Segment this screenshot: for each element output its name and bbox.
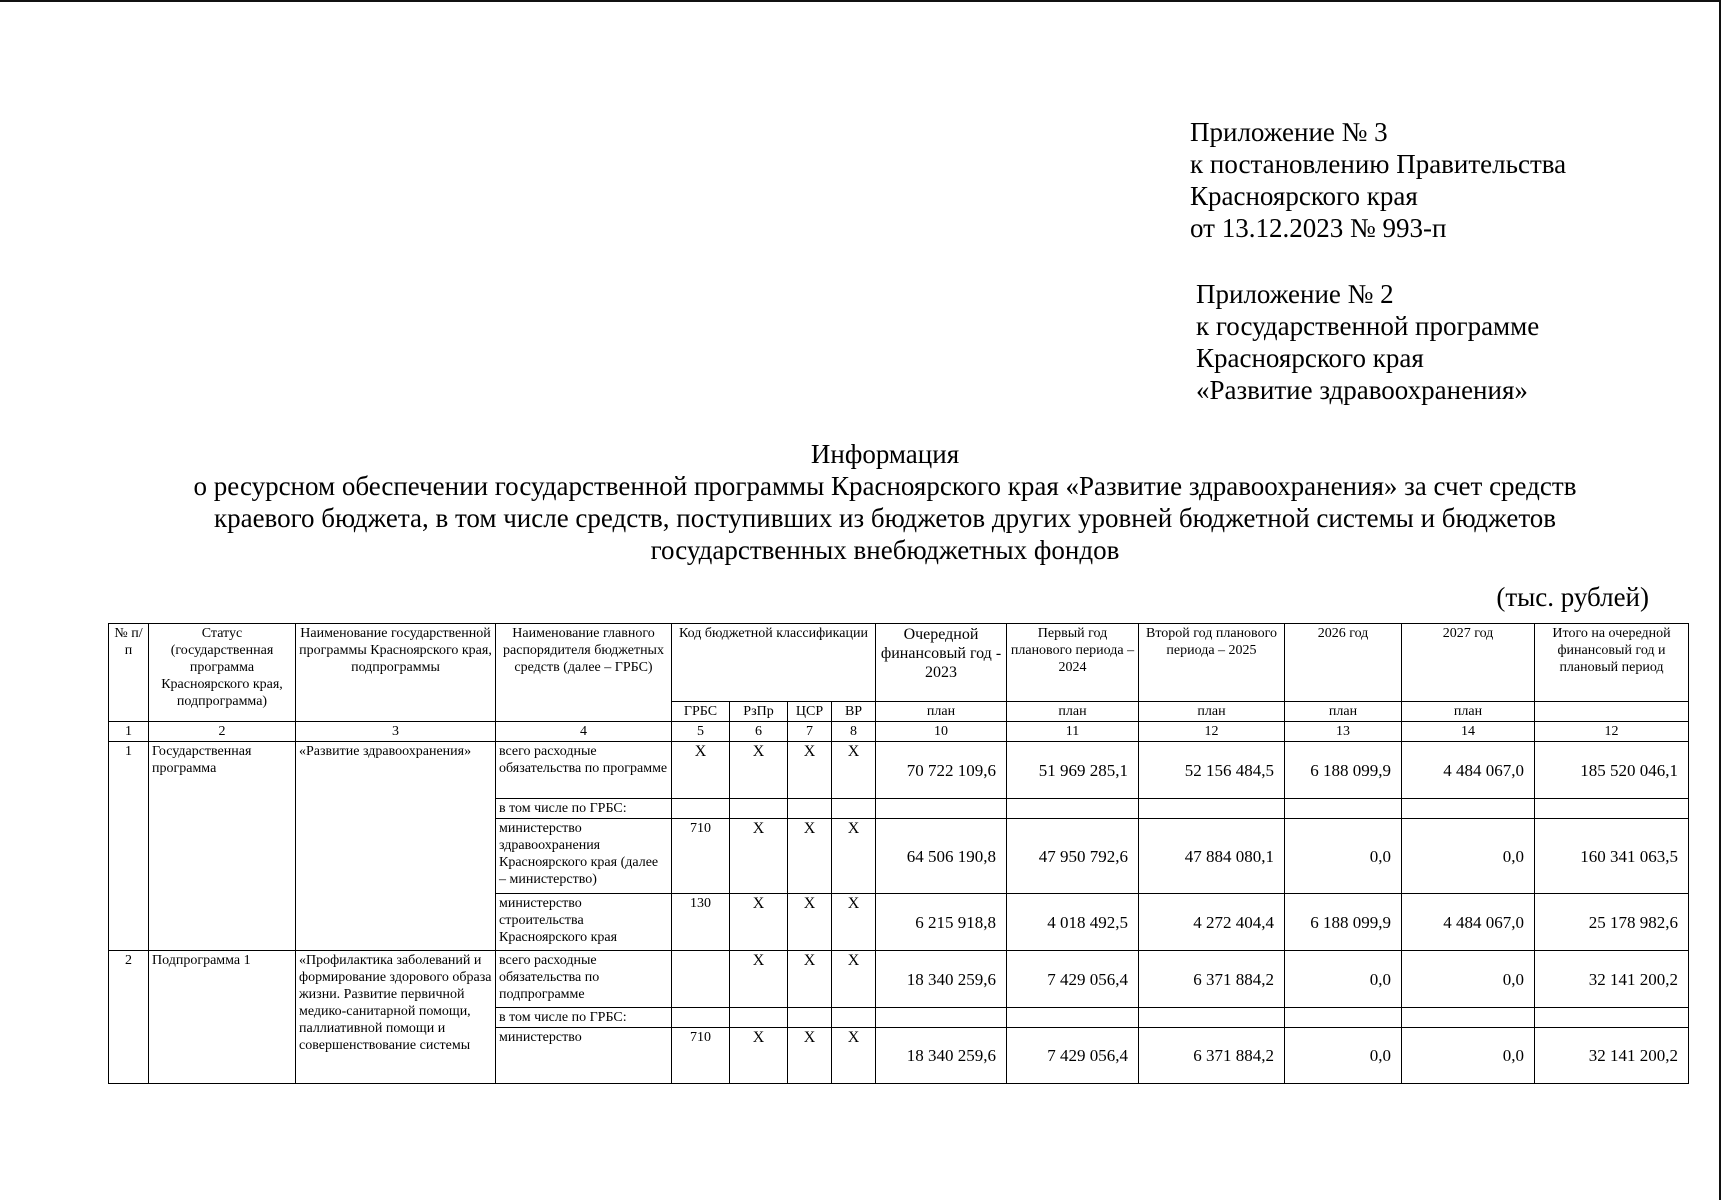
- row-grbs-code: 710: [672, 1028, 730, 1084]
- row-status: Государственная программа: [149, 742, 296, 951]
- row-value-2026: 0,0: [1285, 1028, 1402, 1084]
- empty-cell: [788, 799, 832, 819]
- empty-cell: [672, 1008, 730, 1028]
- row-vr: X: [832, 742, 876, 799]
- row-value-2024: 7 429 056,4: [1007, 951, 1139, 1008]
- header-year-2023: Очередной финансовый год - 2023: [876, 624, 1007, 702]
- row-vr: X: [832, 951, 876, 1008]
- row-grbs-code: X: [672, 742, 730, 799]
- empty-cell: [1007, 1008, 1139, 1028]
- row-value-2023: 18 340 259,6: [876, 1028, 1007, 1084]
- row-csr: X: [788, 742, 832, 799]
- row-value-2027: 0,0: [1402, 1028, 1535, 1084]
- column-number: 11: [1007, 722, 1139, 742]
- row-rzpr: X: [730, 951, 788, 1008]
- header-grbs-name: Наименование главного распорядителя бюджетных средств (далее – ГРБС): [496, 624, 672, 722]
- column-number: 6: [730, 722, 788, 742]
- column-number: 12: [1139, 722, 1285, 742]
- header-year-2025: Второй год планового периода – 2025: [1139, 624, 1285, 702]
- column-number: 10: [876, 722, 1007, 742]
- row-value-total: 32 141 200,2: [1535, 951, 1689, 1008]
- row-value-2027: 4 484 067,0: [1402, 742, 1535, 799]
- appendix-3-line: Красноярского края: [1190, 181, 1418, 211]
- empty-cell: [730, 799, 788, 819]
- empty-cell: [832, 799, 876, 819]
- row-value-2025: 4 272 404,4: [1139, 894, 1285, 951]
- scan-border-top: [0, 0, 1721, 2]
- row-csr: X: [788, 894, 832, 951]
- empty-cell: [1402, 799, 1535, 819]
- row-value-2023: 18 340 259,6: [876, 951, 1007, 1008]
- header-year-2026: 2026 год: [1285, 624, 1402, 702]
- row-value-2026: 0,0: [1285, 819, 1402, 894]
- row-grbs-name: в том числе по ГРБС:: [496, 799, 672, 819]
- row-value-2024: 7 429 056,4: [1007, 1028, 1139, 1084]
- column-number: 3: [296, 722, 496, 742]
- row-value-2027: 0,0: [1402, 951, 1535, 1008]
- column-number: 7: [788, 722, 832, 742]
- units-label: (тыс. рублей): [1496, 582, 1649, 612]
- header-vr: ВР: [832, 702, 876, 722]
- header-rzpr: РзПр: [730, 702, 788, 722]
- header-plan: план: [1139, 702, 1285, 722]
- appendix-3-line: к постановлению Правительства: [1190, 149, 1567, 179]
- row-rzpr: X: [730, 1028, 788, 1084]
- row-value-2025: 6 371 884,2: [1139, 951, 1285, 1008]
- row-value-total: 32 141 200,2: [1535, 1028, 1689, 1084]
- row-value-2027: 0,0: [1402, 819, 1535, 894]
- column-number: 1: [109, 722, 149, 742]
- empty-cell: [1285, 799, 1402, 819]
- row-csr: X: [788, 1028, 832, 1084]
- row-value-2023: 70 722 109,6: [876, 742, 1007, 799]
- row-rzpr: X: [730, 742, 788, 799]
- row-status: Подпрограмма 1: [149, 951, 296, 1084]
- row-grbs-code: [672, 951, 730, 1008]
- header-csr: ЦСР: [788, 702, 832, 722]
- appendix-3-caption: [1190, 116, 1566, 244]
- empty-cell: [1285, 1008, 1402, 1028]
- header-kbk: Код бюджетной классификации: [672, 624, 876, 702]
- row-program-name: «Развитие здравоохранения»: [296, 742, 496, 951]
- appendix-2-caption: [1196, 278, 1539, 406]
- empty-cell: [788, 1008, 832, 1028]
- empty-cell: [730, 1008, 788, 1028]
- resource-table: [108, 623, 1689, 1084]
- empty-cell: [832, 1008, 876, 1028]
- header-num: № п/п: [109, 624, 149, 722]
- row-grbs-name: в том числе по ГРБС:: [496, 1008, 672, 1028]
- empty-cell: [1535, 1008, 1689, 1028]
- row-grbs-name: всего расходные обязательства по программе: [496, 742, 672, 799]
- appendix-2-line: Приложение № 2: [1196, 279, 1394, 309]
- appendix-2-line: Красноярского края: [1196, 343, 1424, 373]
- heading-line: краевого бюджета, в том числе средств, поступивших из бюджетов других уровней бюджетной системы и бюджетов: [213, 503, 1557, 533]
- row-value-2027: 4 484 067,0: [1402, 894, 1535, 951]
- row-program-name: «Профилактика заболеваний и формирование здорового образа жизни. Развитие первичной медико-санитарной помощи, паллиативной помощи и совершенствование системы: [296, 951, 496, 1084]
- heading-line: государственных внебюджетных фондов: [650, 535, 1120, 565]
- header-status: Статус (государственная программа Красноярского края, подпрограмма): [149, 624, 296, 722]
- column-number: 8: [832, 722, 876, 742]
- row-value-total: 185 520 046,1: [1535, 742, 1689, 799]
- column-number: 5: [672, 722, 730, 742]
- row-csr: X: [788, 951, 832, 1008]
- table-row: [109, 951, 1689, 1008]
- header-plan: план: [1402, 702, 1535, 722]
- row-num: 1: [109, 742, 149, 951]
- document-title: Информация: [810, 439, 960, 469]
- row-grbs-name: министерство строительства Красноярского края: [496, 894, 672, 951]
- row-grbs-name: министерство: [496, 1028, 672, 1084]
- row-rzpr: X: [730, 894, 788, 951]
- appendix-3-line: от 13.12.2023 № 993-п: [1190, 213, 1447, 243]
- row-csr: X: [788, 819, 832, 894]
- header-plan: план: [1285, 702, 1402, 722]
- empty-cell: [1139, 1008, 1285, 1028]
- document-heading: [110, 438, 1660, 566]
- row-value-2023: 64 506 190,8: [876, 819, 1007, 894]
- row-value-total: 160 341 063,5: [1535, 819, 1689, 894]
- header-plan: план: [1007, 702, 1139, 722]
- empty-cell: [876, 1008, 1007, 1028]
- column-number: 13: [1285, 722, 1402, 742]
- header-year-2024: Первый год планового периода – 2024: [1007, 624, 1139, 702]
- table-row: [109, 742, 1689, 799]
- column-number: 12: [1535, 722, 1689, 742]
- header-program-name: Наименование государственной программы Красноярского края, подпрограммы: [296, 624, 496, 722]
- column-number: 4: [496, 722, 672, 742]
- row-value-2024: 47 950 792,6: [1007, 819, 1139, 894]
- row-value-2026: 0,0: [1285, 951, 1402, 1008]
- header-grbs-code: ГРБС: [672, 702, 730, 722]
- empty-cell: [1007, 799, 1139, 819]
- row-num: 2: [109, 951, 149, 1084]
- appendix-3-line: Приложение № 3: [1190, 117, 1388, 147]
- row-grbs-name: министерство здравоохранения Красноярского края (далее – министерство): [496, 819, 672, 894]
- row-vr: X: [832, 894, 876, 951]
- appendix-2-line: к государственной программе: [1196, 311, 1540, 341]
- row-grbs-code: 130: [672, 894, 730, 951]
- row-value-total: 25 178 982,6: [1535, 894, 1689, 951]
- header-plan-empty: [1535, 702, 1689, 722]
- row-value-2025: 6 371 884,2: [1139, 1028, 1285, 1084]
- empty-cell: [1402, 1008, 1535, 1028]
- heading-line: о ресурсном обеспечении государственной программы Красноярского края «Развитие здравоохранения» за счет средств: [193, 471, 1577, 501]
- empty-cell: [876, 799, 1007, 819]
- row-value-2024: 4 018 492,5: [1007, 894, 1139, 951]
- row-grbs-code: 710: [672, 819, 730, 894]
- column-number: 14: [1402, 722, 1535, 742]
- row-rzpr: X: [730, 819, 788, 894]
- row-value-2026: 6 188 099,9: [1285, 742, 1402, 799]
- empty-cell: [672, 799, 730, 819]
- row-value-2024: 51 969 285,1: [1007, 742, 1139, 799]
- row-grbs-name: всего расходные обязательства по подпрограмме: [496, 951, 672, 1008]
- row-value-2025: 47 884 080,1: [1139, 819, 1285, 894]
- header-year-2027: 2027 год: [1402, 624, 1535, 702]
- header-plan: план: [876, 702, 1007, 722]
- row-vr: X: [832, 1028, 876, 1084]
- row-value-2026: 6 188 099,9: [1285, 894, 1402, 951]
- row-value-2023: 6 215 918,8: [876, 894, 1007, 951]
- header-total: Итого на очередной финансовый год и плановый период: [1535, 624, 1689, 702]
- empty-cell: [1139, 799, 1285, 819]
- column-number: 2: [149, 722, 296, 742]
- appendix-2-line: «Развитие здравоохранения»: [1196, 375, 1528, 405]
- row-vr: X: [832, 819, 876, 894]
- empty-cell: [1535, 799, 1689, 819]
- row-value-2025: 52 156 484,5: [1139, 742, 1285, 799]
